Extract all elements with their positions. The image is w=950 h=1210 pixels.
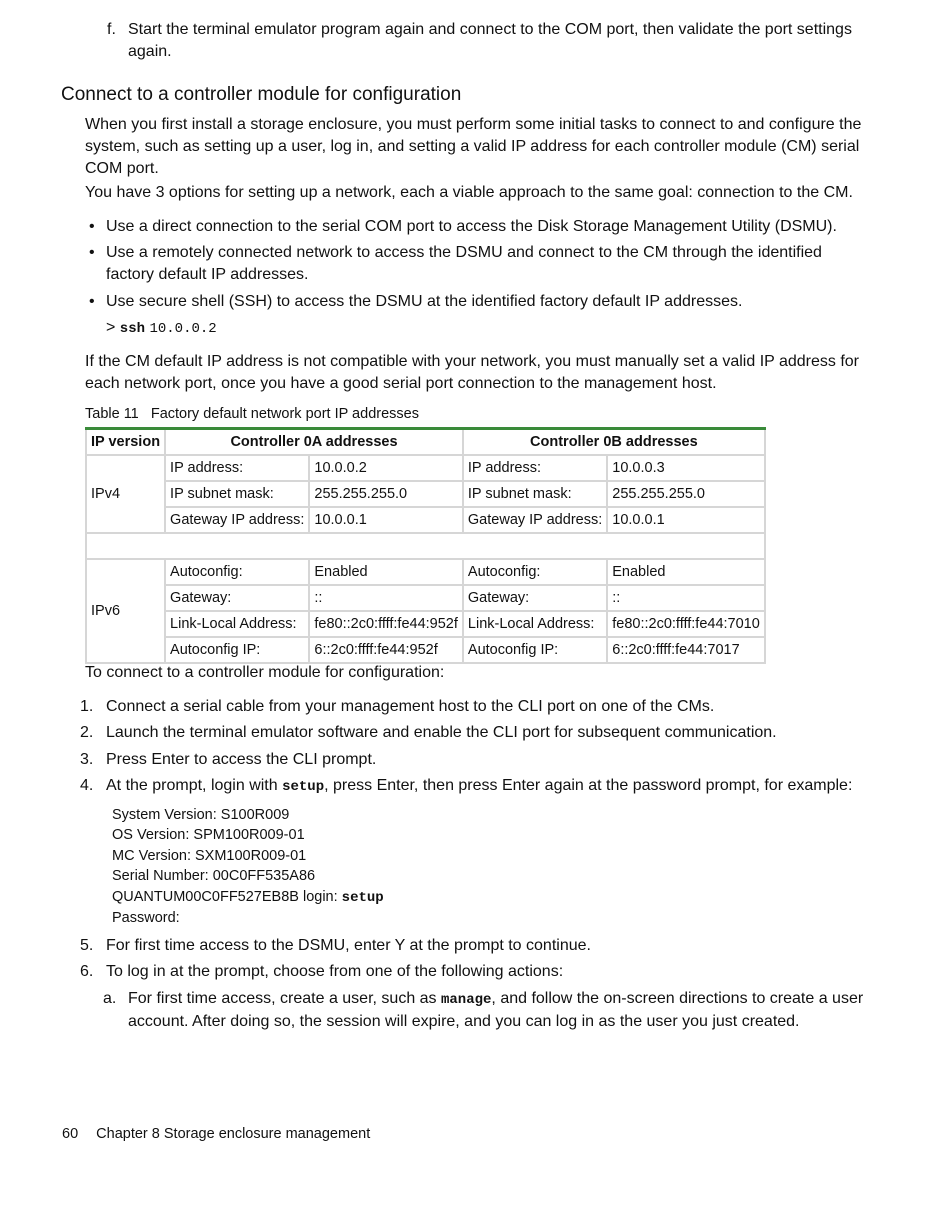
console-line — [112, 887, 384, 908]
step-text: To log in at the prompt, choose from one of the following actions: — [106, 963, 564, 980]
step-number: 3. — [80, 751, 94, 768]
table-cell: 6::2c0:ffff:fe44:7017 — [607, 637, 765, 663]
table-cell: :: — [607, 585, 765, 611]
table-cell: Autoconfig IP: — [165, 637, 309, 663]
paragraph-line: When you first install a storage enclosure, you must perform some initial tasks to connect to and configure the — [85, 116, 862, 133]
command-argument: 10.0.0.2 — [149, 321, 217, 337]
chapter-title: Chapter 8 Storage enclosure management — [96, 1126, 371, 1142]
step-item — [80, 722, 777, 744]
table-cell: Gateway: — [463, 585, 607, 611]
page-footer — [62, 1123, 370, 1145]
options-paragraph: You have 3 options for setting up a network, each a viable approach to the same goal: connection to the CM. — [85, 184, 853, 201]
table-cell: IP address: — [463, 455, 607, 481]
table-cell: fe80::2c0:ffff:fe44:952f — [309, 611, 463, 637]
table-cell: Gateway: — [165, 585, 309, 611]
table-cell: fe80::2c0:ffff:fe44:7010 — [607, 611, 765, 637]
header-controller-0a: Controller 0A addresses — [165, 429, 463, 456]
step-item — [80, 961, 564, 983]
step-text: Launch the terminal emulator software and enable the CLI port for subsequent communication. — [106, 724, 777, 741]
login-value: setup — [341, 889, 384, 906]
table-row — [86, 559, 765, 585]
table-spacer-row — [86, 533, 765, 559]
console-line: Password: — [112, 910, 180, 927]
step-item — [80, 696, 715, 718]
command-name: ssh — [119, 321, 146, 337]
bullet-dot: • — [89, 244, 95, 261]
bullet-text: Use secure shell (SSH) to access the DSMU at the identified factory default IP addresses. — [106, 293, 743, 310]
table-row — [86, 611, 765, 637]
list-item-text: again. — [128, 43, 172, 60]
step-number: 2. — [80, 724, 94, 741]
table-cell: Enabled — [607, 559, 765, 585]
sub-item-text: account. After doing so, the session will expire, and you can log in as the user you just created. — [128, 1013, 800, 1030]
table-cell: 255.255.255.0 — [607, 481, 765, 507]
table-cell: 6::2c0:ffff:fe44:952f — [309, 637, 463, 663]
table-number: Table 11 — [85, 406, 139, 422]
table-cell: Autoconfig: — [463, 559, 607, 585]
sub-item-text-part: For first time access, create a user, such as — [128, 990, 441, 1007]
table-cell: Autoconfig IP: — [463, 637, 607, 663]
table-row — [86, 585, 765, 611]
table-row — [86, 637, 765, 663]
table-caption — [85, 403, 419, 425]
sub-item-text — [128, 988, 863, 1011]
sub-item-a — [103, 988, 864, 1030]
bullet-text: Use a direct connection to the serial COM port to access the Disk Storage Management Utility (DSMU). — [106, 218, 837, 235]
ssh-command — [106, 317, 217, 340]
list-item-text: Start the terminal emulator program again and connect to the COM port, then validate the port settings — [128, 21, 852, 38]
list-marker: f. — [107, 21, 116, 38]
table-cell: IP subnet mask: — [165, 481, 309, 507]
sub-item-text-part: , and follow the on-screen directions to create a user — [491, 990, 864, 1007]
header-ip-version: IP version — [86, 429, 165, 456]
table-cell-empty — [86, 533, 765, 559]
ipv4-label: IPv4 — [86, 455, 165, 533]
inline-code: manage — [441, 992, 492, 1008]
table-cell: IP address: — [165, 455, 309, 481]
network-table — [85, 427, 766, 664]
table-cell: Gateway IP address: — [463, 507, 607, 533]
table-cell: Enabled — [309, 559, 463, 585]
table-row — [86, 481, 765, 507]
step-item — [80, 775, 853, 797]
paragraph-line: COM port. — [85, 160, 159, 177]
inline-code: setup — [282, 779, 325, 795]
intro-paragraph — [85, 114, 861, 180]
bullet-dot: • — [89, 218, 95, 235]
login-prompt: QUANTUM00C0FF527EB8B login: — [112, 888, 342, 905]
section-heading: Connect to a controller module for configuration — [61, 84, 462, 105]
console-line: Serial Number: 00C0FF535A86 — [112, 868, 316, 885]
table-header-row — [86, 429, 765, 456]
table-cell: Autoconfig: — [165, 559, 309, 585]
step-number: 1. — [80, 698, 94, 715]
table-row — [86, 455, 765, 481]
page-number: 60 — [62, 1126, 79, 1142]
bullet-dot: • — [89, 293, 95, 310]
step-text — [106, 775, 852, 798]
console-output — [112, 805, 384, 928]
sub-item-marker: a. — [103, 990, 117, 1007]
table-title: Factory default network port IP addresses — [150, 406, 419, 422]
table-cell: 10.0.0.1 — [607, 507, 765, 533]
table-row — [86, 507, 765, 533]
table-cell: 10.0.0.3 — [607, 455, 765, 481]
table-cell: 10.0.0.2 — [309, 455, 463, 481]
bullet-text: factory default IP addresses. — [106, 266, 309, 283]
step-text: For first time access to the DSMU, enter Y at the prompt to continue. — [106, 937, 591, 954]
paragraph-line: system, such as setting up a user, log in, and setting a valid IP address for each controller module (CM) serial — [85, 138, 860, 155]
paragraph-line: each network port, once you have a good serial port connection to the management host. — [85, 375, 717, 392]
console-line: MC Version: SXM100R009-01 — [112, 847, 307, 864]
procedure-lead: To connect to a controller module for configuration: — [85, 664, 445, 681]
table-cell: :: — [309, 585, 463, 611]
step-text: Press Enter to access the CLI prompt. — [106, 751, 377, 768]
paragraph-line: If the CM default IP address is not compatible with your network, you must manually set a valid IP address for — [85, 353, 859, 370]
table-cell: IP subnet mask: — [463, 481, 607, 507]
table-cell: Link-Local Address: — [463, 611, 607, 637]
table-cell: Link-Local Address: — [165, 611, 309, 637]
table-cell: 10.0.0.1 — [309, 507, 463, 533]
table-cell: Gateway IP address: — [165, 507, 309, 533]
header-controller-0b: Controller 0B addresses — [463, 429, 765, 456]
step-item — [80, 749, 377, 771]
bullet-text: Use a remotely connected network to access the DSMU and connect to the CM through the identified — [106, 244, 822, 261]
step-number: 4. — [80, 777, 94, 794]
console-line: System Version: S100R009 — [112, 807, 290, 823]
table-cell: 255.255.255.0 — [309, 481, 463, 507]
step-text: Connect a serial cable from your management host to the CLI port on one of the CMs. — [106, 698, 715, 715]
console-line: OS Version: SPM100R009-01 — [112, 827, 305, 844]
prompt-symbol: > — [106, 319, 116, 336]
step-text-part: At the prompt, login with — [106, 777, 283, 794]
step-number: 6. — [80, 963, 94, 980]
step-item — [80, 935, 591, 957]
ipv6-label: IPv6 — [86, 559, 165, 663]
step-text-part: , press Enter, then press Enter again at the password prompt, for example: — [324, 777, 853, 794]
step-number: 5. — [80, 937, 94, 954]
note-paragraph — [85, 351, 859, 395]
